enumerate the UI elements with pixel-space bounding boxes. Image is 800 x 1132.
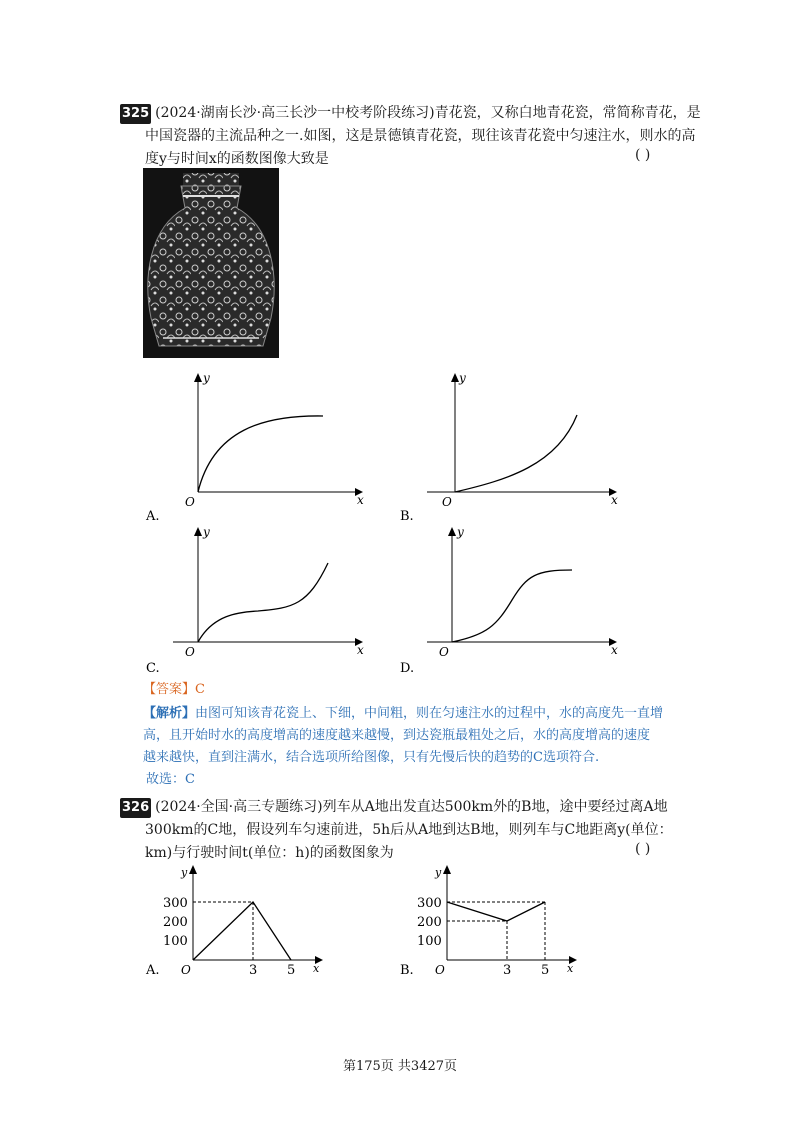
origin-label: O bbox=[439, 645, 449, 659]
x-axis-label: x bbox=[357, 493, 364, 507]
x-axis-label: x bbox=[567, 962, 574, 975]
y-tick-200: 200 bbox=[417, 915, 442, 930]
origin-label: O bbox=[185, 495, 195, 509]
option-label: B. bbox=[400, 963, 414, 978]
y-axis-label: y bbox=[203, 371, 210, 385]
q326-graph-a bbox=[143, 862, 343, 980]
vase-photo bbox=[143, 168, 279, 358]
origin-label: O bbox=[185, 645, 195, 659]
q326-stem-3: km)与行驶时间t(单位：h)的函数图象为 bbox=[145, 845, 394, 861]
y-tick-300: 300 bbox=[163, 896, 188, 911]
x-tick-5: 5 bbox=[287, 963, 296, 978]
q325-graph-b bbox=[397, 370, 627, 525]
x-tick-3: 3 bbox=[503, 963, 512, 978]
origin-label: O bbox=[181, 963, 191, 977]
q326-line1 bbox=[120, 797, 668, 818]
y-axis-label: y bbox=[203, 525, 210, 539]
q326-stem-1: (2024·全国·高三专题练习)列车从A地出发直达500km外的B地，途中要经过离A地 bbox=[155, 799, 668, 815]
option-label: A. bbox=[146, 509, 160, 524]
q326-graph-b bbox=[397, 862, 597, 980]
origin-label: O bbox=[442, 495, 452, 509]
origin-label: O bbox=[435, 963, 445, 977]
x-tick-5: 5 bbox=[541, 963, 550, 978]
q325-answer-paren: ( ) bbox=[635, 147, 651, 163]
option-label: B. bbox=[400, 509, 414, 524]
answer-line bbox=[143, 680, 205, 700]
question-number-badge: 326 bbox=[120, 798, 151, 818]
analysis-tag: 【解析】 bbox=[143, 706, 196, 721]
q325-stem-3: 度y与时间x的函数图像大致是 bbox=[145, 151, 329, 167]
analysis-text-1: 由图可知该青花瓷上、下细，中间粗，则在匀速注水的过程中，水的高度先一直增 bbox=[195, 706, 664, 721]
y-axis-label: y bbox=[435, 866, 442, 879]
q326-answer-paren: ( ) bbox=[635, 841, 651, 857]
y-axis-label: y bbox=[459, 371, 466, 385]
page-footer: 第175页 共3427页 bbox=[342, 1059, 458, 1074]
q325-graph-a bbox=[143, 370, 373, 525]
y-tick-100: 100 bbox=[163, 934, 188, 949]
x-tick-3: 3 bbox=[249, 963, 258, 978]
q325-line1 bbox=[120, 103, 701, 124]
q325-graph-c bbox=[143, 520, 373, 675]
x-axis-label: x bbox=[611, 643, 618, 657]
x-axis-label: x bbox=[611, 493, 618, 507]
y-tick-200: 200 bbox=[163, 915, 188, 930]
option-label: A. bbox=[146, 963, 160, 978]
x-axis-label: x bbox=[357, 643, 364, 657]
question-number-badge: 325 bbox=[120, 104, 151, 124]
q326-stem-2: 300km的C地，假设列车匀速前进，5h后从A地到达B地，则列车与C地距离y(单位： bbox=[145, 822, 673, 838]
q325-graph-d bbox=[397, 520, 627, 675]
y-axis-label: y bbox=[181, 866, 188, 879]
y-axis-label: y bbox=[457, 525, 464, 539]
answer-value: C bbox=[195, 682, 205, 697]
y-tick-100: 100 bbox=[417, 934, 442, 949]
x-axis-label: x bbox=[313, 962, 320, 975]
y-tick-300: 300 bbox=[417, 896, 442, 911]
analysis-text-3: 越来越快，直到注满水，结合选项所给图像，只有先慢后快的趋势的C选项符合. bbox=[143, 750, 600, 765]
conclusion-text: 故选：C bbox=[146, 772, 195, 787]
q325-stem-2: 中国瓷器的主流品种之一.如图，这是景德镇青花瓷，现往该青花瓷中匀速注水，则水的高 bbox=[145, 128, 696, 144]
analysis-line-1 bbox=[143, 704, 663, 724]
option-label: D. bbox=[400, 661, 415, 675]
analysis-text-2: 高，且开始时水的高度增高的速度越来越慢，到达瓷瓶最粗处之后，水的高度增高的速度 bbox=[143, 728, 651, 743]
answer-tag: 【答案】 bbox=[143, 682, 196, 697]
q325-stem-1: (2024·湖南长沙·高三长沙一中校考阶段练习)青花瓷，又称白地青花瓷，常简称青花，是 bbox=[155, 105, 701, 121]
option-label: C. bbox=[146, 661, 160, 675]
